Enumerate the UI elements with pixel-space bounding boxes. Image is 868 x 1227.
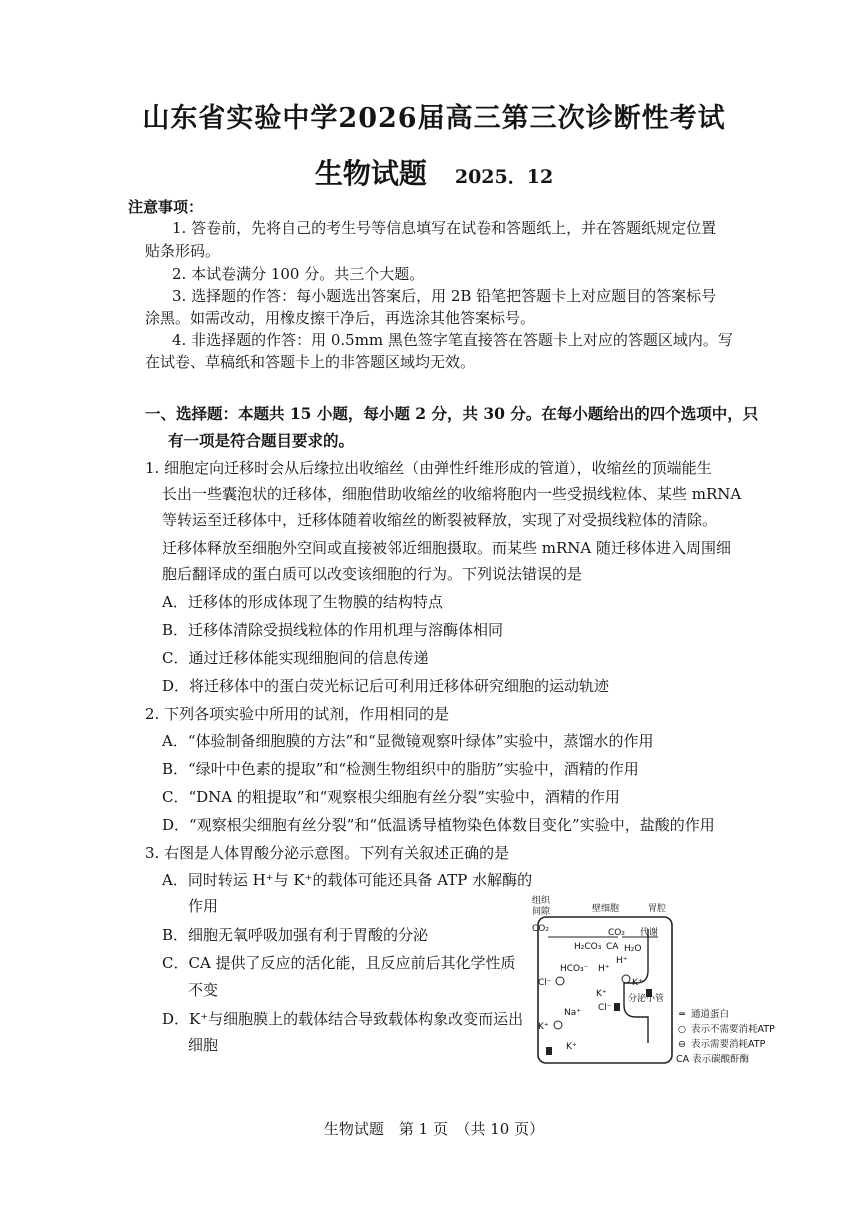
question-3-option-a-cont: 作用 [188,897,219,915]
label-co2: CO₂ [608,928,625,938]
legend-item: ○ 表示不需要消耗ATP [677,1024,775,1035]
question-2-option-d: D．“观察根尖细胞有丝分裂”和“低温诱导植物染色体数目变化”实验中，盐酸的作用 [162,816,715,834]
question-3-option-c: C．CA 提供了反应的活化能，且反应前后其化学性质 [162,954,516,972]
label-tissue: 组织 [532,896,551,906]
label-gastric-lumen: 胃腔 [648,904,667,914]
label-ca: CA [606,942,619,952]
subject-name: 生物试题 [314,157,427,190]
no-atp-icon: ○ [677,1024,687,1035]
atp-icon: ⊖ [678,1039,686,1050]
notice-line: 3. 选择题的作答：每小题选出答案后，用 2B 铅笔把答题卡上对应题目的答案标号 [172,287,717,305]
question-3-option-a: A．同时转运 H⁺与 K⁺的载体可能还具备 ATP 水解酶的 [162,871,533,889]
question-1-stem: 迁移体释放至细胞外空间或直接被邻近细胞摄取。而某些 mRNA 随迁移体进入周围细 [162,539,732,557]
notice-line: 2. 本试卷满分 100 分。共三个大题。 [172,265,425,283]
question-2-stem: 2. 下列各项实验中所用的试剂，作用相同的是 [145,705,450,723]
exam-title: 山东省实验中学2026届高三第三次诊断性考试 [142,103,726,134]
legend-item: CA 表示碳酸酐酶 [676,1054,750,1065]
question-3-option-b: B．细胞无氧呼吸加强有利于胃酸的分泌 [162,926,429,944]
question-1-stem: 1. 细胞定向迁移时会从后缘拉出收缩丝（由弹性纤维形成的管道），收缩丝的顶端能生 [145,459,712,477]
label-parietal-cell: 壁细胞 [592,904,620,914]
section-heading-cont: 有一项是符合题目要求的。 [168,431,355,450]
label-hco3: HCO₃⁻ [560,964,589,974]
legend-item: ═ 通道蛋白 [676,1006,729,1020]
question-3-option-c-cont: 不变 [188,981,219,999]
label-cl: Cl⁻ [538,978,552,988]
na-k-pump [554,1021,562,1029]
section-heading: 一、选择题：本题共 15 小题，每小题 2 分，共 30 分。在每小题给出的四个选项中，只 [145,404,759,423]
question-2-option-a: A．“体验制备细胞膜的方法”和“显微镜观察叶绿体”实验中，蒸馏水的作用 [162,732,654,750]
h-k-pump [622,975,630,983]
question-2-option-b: B．“绿叶中色素的提取”和“检测生物组织中的脂肪”实验中，酒精的作用 [162,760,639,778]
channel-protein-icon: ═ [679,1009,685,1020]
label-h-plus: H⁺ [598,964,610,974]
label-h2o: H₂O [624,944,642,954]
question-2-option-c: C．“DNA 的粗提取”和“观察根尖细胞有丝分裂”实验中，酒精的作用 [162,788,620,806]
label-co2: CO₂ [532,924,549,934]
label-k-plus: K⁺ [566,1042,577,1052]
question-3-option-d-cont: 细胞 [188,1036,219,1054]
notice-line: 贴条形码。 [145,242,221,260]
label-k-plus: K⁺ [596,989,607,999]
legend-item: ⊖ 表示需要消耗ATP [676,1036,765,1050]
question-1-option-a: A．迁移体的形成体现了生物膜的结构特点 [162,593,443,611]
exam-subtitle [0,152,868,192]
label-secretory-canaliculus: 分泌小管 [628,994,665,1004]
label-h-plus: H⁺ [616,956,628,966]
label-metabolism: 代谢 [640,928,659,938]
channel-protein [546,1047,552,1055]
question-1-stem: 长出一些囊泡状的迁移体，细胞借助收缩丝的收缩将胞内一些受损线粒体、某些 mRNA [162,485,742,503]
label-na: Na⁺ [564,1008,581,1018]
question-3-stem: 3. 右图是人体胃酸分泌示意图。下列有关叙述正确的是 [145,844,510,862]
notice-heading: 注意事项： [128,198,204,216]
question-1-stem: 等转运至迁移体中，迁移体随着收缩丝的断裂被释放，实现了对受损线粒体的清除。 [162,511,718,529]
hco3-cl-exchanger [556,977,564,985]
label-interstitium: 间隙 [532,907,551,917]
question-1-option-b: B．迁移体清除受损线粒体的作用机理与溶酶体相同 [162,621,504,639]
channel-protein [614,1003,620,1011]
label-k-plus: K⁺ [632,978,643,988]
exam-date: 2025．12 [454,166,554,188]
notice-line: 在试卷、草稿纸和答题卡上的非答题区域均无效。 [145,353,476,371]
question-1-option-d: D．将迁移体中的蛋白荧光标记后可利用迁移体研究细胞的运动轨迹 [162,677,610,695]
question-1-stem: 胞后翻译成的蛋白质可以改变该细胞的行为。下列说法错误的是 [162,565,583,583]
page-footer: 生物试题 第 1 页 （共 10 页） [323,1120,545,1138]
question-1-option-c: C．通过迁移体能实现细胞间的信息传递 [162,649,429,667]
notice-line: 1. 答卷前，先将自己的考生号等信息填写在试卷和答题纸上，并在答题纸规定位置 [172,219,717,237]
notice-line: 4. 非选择题的作答：用 0.5mm 黑色签字笔直接答在答题卡上对应的答题区域内。写 [172,331,733,349]
notice-line: 涂黑。如需改动，用橡皮擦干净后，再选涂其他答案标号。 [145,309,536,327]
label-cl: Cl⁻ [598,1003,612,1013]
label-k-plus: K⁺ [538,1022,549,1032]
label-h2co3: H₂CO₃ [574,942,602,952]
question-3-option-d: D．K⁺与细胞膜上的载体结合导致载体构象改变而运出 [162,1010,524,1028]
